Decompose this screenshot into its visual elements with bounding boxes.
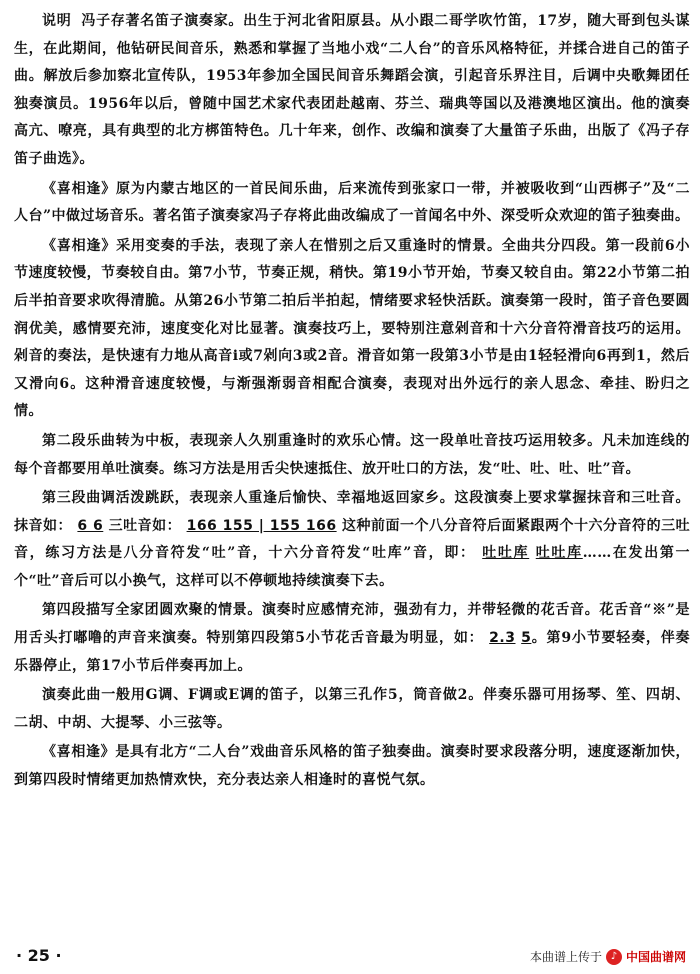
- page-number: · 25 ·: [16, 946, 62, 965]
- paragraph-section-three: [14, 485, 690, 595]
- paragraph-origin: 《喜相逢》原为内蒙古地区的一首民间乐曲，后来流传到张家口一带，并被吸收到“山西梆子”及“二人台”中做过场音乐。著名笛子演奏家冯子存将此曲改编成了一首闻名中外、深受听众欢迎的笛子独奏曲。: [14, 180, 690, 225]
- site-name: 中国曲谱网: [625, 950, 686, 964]
- section-three-text-b: 三吐音如：: [108, 517, 182, 534]
- section-four-text-b: 。第9小节要轻奏，伴奏乐器停止，第17小节后伴奏再加上。: [14, 630, 691, 674]
- paragraph-intro: [14, 8, 690, 174]
- site-logo-icon: ♪: [606, 949, 622, 965]
- section-three-text-d: ……在发出第一个“吐”音后可以小换气，这样可以不停顿地持续演奏下去。: [14, 545, 691, 589]
- flutter-tongue-notation-1: 2.3: [489, 630, 516, 647]
- paragraph-performance: 演奏此曲一般用G调、F调或E调的笛子，以第三孔作5，筒音做2。伴奏乐器可用扬琴、笙、四胡、二胡、中胡、大提琴、小三弦等。: [14, 687, 690, 731]
- intro-text: 冯子存著名笛子演奏家。出生于河北省阳原县。从小跟二哥学吹竹笛，17岁，随大哥到包头谋生，在此期间，他钻研民间音乐，熟悉和掌握了当地小戏“二人台”的音乐风格特征，并揉合进自己的笛子曲。解放后参加察北宣传队，1953年参加全国民间音乐舞蹈会演，引起音乐界注目，后调中央歌舞团任独奏演员。1956年以后，曾随中国艺术家代表团赴越南、芬兰、瑞典等国以及港澳地区演出。他的演奏高亢、嘹亮，具有典型的北方梆笛特色。几十年来，创作、改编和演奏了大量笛子乐曲，出版了《冯子存笛子曲选》。: [14, 13, 690, 167]
- tonguing-syllables-1: 吐吐库: [482, 545, 530, 562]
- paragraph-section-four: [14, 597, 690, 680]
- upload-text: 本曲谱上传于: [529, 950, 602, 964]
- section-four-text-a: 第四段描写全家团圆欢聚的情景。演奏时应感情充沛，强劲有力，并带轻微的花舌音。花舌音“※”是用舌头打嘟噜的声音来演奏。特别第四段第5小节花舌音最为明显，如：: [14, 602, 690, 647]
- section-three-text-a: 第三段曲调活泼跳跃，表现亲人重逢后愉快、幸福地返回家乡。这段演奏上要求掌握抹音和三吐音。抹音如：: [14, 490, 690, 534]
- triple-tonguing-notation: 166 155 | 155 166: [186, 517, 337, 534]
- paragraph-section-two: 第二段乐曲转为中板，表现亲人久别重逢时的欢乐心情。这一段单吐音技巧运用较多。凡未加连线的每个音都要用单吐演奏。练习方法是用舌尖快速抵住、放开吐口的方法，发“吐、吐、吐、吐”音。: [14, 432, 690, 477]
- page-footer: [0, 940, 700, 974]
- upload-credit: [530, 948, 686, 965]
- paragraph-summary: 《喜相逢》是具有北方“二人台”戏曲音乐风格的笛子独奏曲。演奏时要求段落分明，速度逐渐加快，到第四段时情绪更加热情欢快，充分表达亲人相逢时的喜悦气氛。: [14, 744, 690, 789]
- paragraph-section-one: 《喜相逢》采用变奏的手法，表现了亲人在惜别之后又重逢时的情景。全曲共分四段。第一段前6小节速度较慢，节奏较自由。第7小节，节奏正规，稍快。第19小节开始，节奏又较自由。第22小节第二拍后半拍音要求吹得清脆。从第26小节第二拍后半拍起，情绪要求轻快活跃。演奏第一段时，笛子音色要圆润优美，感情要充沛，速度变化对比显著。演奏技巧上，要特别注意剁音和十六分音符滑音技巧的运用。剁音的奏法，是快速有力地从高音i或7剁向3或2音。滑音如第一段第3小节是由1轻轻滑向6再到1，然后又滑向6。这种滑音速度较慢，与渐强渐弱音相配合演奏，表现对出外远行的亲人思念、牵挂、盼归之情。: [14, 237, 690, 420]
- tonguing-syllables-2: 吐吐库: [535, 545, 583, 562]
- intro-label: 说明: [42, 13, 72, 29]
- section-three-text-c: 这种前面一个八分音符后面紧跟两个十六分音符的三吐音，练习方法是八分音符发“吐”音，十六分音符发“吐库”音，即：: [14, 517, 691, 562]
- flutter-tongue-notation-2: 5: [521, 630, 532, 647]
- mordent-notation: 6 6: [77, 517, 104, 534]
- document-body: [14, 8, 690, 797]
